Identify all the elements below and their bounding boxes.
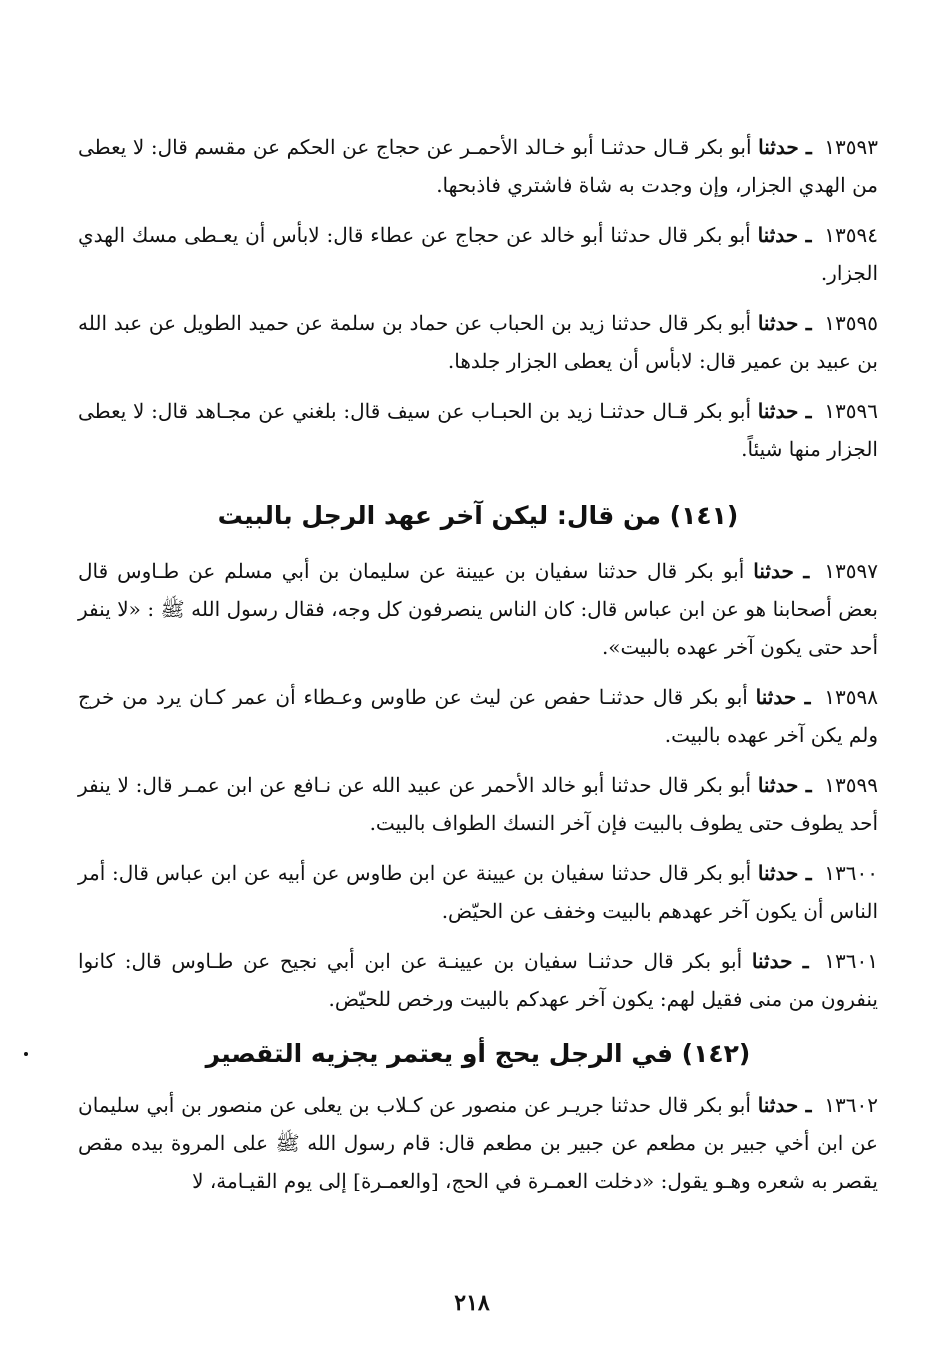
hadith-number: ١٣٦٠٠	[824, 861, 878, 885]
hadith-entry-13598	[78, 678, 878, 754]
chapter-heading-142: (١٤٢) في الرجل يحج أو يعتمر يجزيه التقصير	[205, 1039, 751, 1068]
hadith-text: أبو بكر قال حدثنا زيد بن الحباب عن حماد بن سلمة عن حميد الطويل عن عبد الله بن عبيد بن عمير قال: لابأس أن يعطى الجزار جلدها.	[78, 311, 878, 373]
hadith-entry-13602	[78, 1086, 878, 1200]
hadith-number: ١٣٥٩٧	[824, 559, 878, 583]
hadith-number: ١٣٦٠١	[824, 949, 878, 973]
hadith-isnad-start: ـ حدثنا	[755, 685, 811, 709]
hadith-isnad-start: ـ حدثنا	[757, 1093, 812, 1117]
hadith-isnad-start: ـ حدثنا	[758, 135, 812, 159]
hadith-text: أبو بكر قال حدثنـا حفص عن ليث عن طاوس وعـطاء أن عمر كـان يرد من خرج ولم يكن آخر عهده بالبيت.	[78, 685, 878, 747]
hadith-number: ١٣٥٩٣	[824, 135, 879, 159]
margin-dot	[24, 1052, 28, 1056]
page-number: ٢١٨	[454, 1290, 490, 1316]
hadith-entry-13595	[78, 304, 878, 380]
hadith-isnad-start: ـ حدثنا	[757, 223, 812, 247]
hadith-number: ١٣٥٩٨	[824, 685, 878, 709]
hadith-text: أبو بكر قال حدثنا سفيان بن عيينة عن سليمان بن أبي مسلم عن طـاوس قال بعض أصحابنا هو عن ابن عباس قال: كان الناس ينصرفون كل وجه، فقال رسول الله ﷺ : «لا ينفر أحد حتى يكون آخر عهده بالبيت».	[78, 559, 879, 659]
hadith-entry-13594	[78, 216, 878, 292]
hadith-number: ١٣٥٩٩	[824, 773, 879, 797]
hadith-entry-13600	[78, 854, 878, 930]
hadith-number: ١٣٦٠٢	[824, 1093, 879, 1117]
chapter-heading-141: (١٤١) من قال: ليكن آخر عهد الرجل بالبيت	[217, 501, 739, 530]
hadith-isnad-start: ـ حدثنا	[753, 559, 810, 583]
hadith-isnad-start: ـ حدثنا	[757, 773, 812, 797]
hadith-isnad-start: ـ حدثنا	[757, 311, 812, 335]
hadith-entry-13597	[78, 552, 878, 666]
page-body	[78, 128, 878, 1212]
hadith-text: أبو بكر قال حدثنا أبو خالد عن حجاج عن عطاء قال: لابأس أن يعـطى مسك الهدي الجزار.	[78, 223, 878, 285]
hadith-number: ١٣٥٩٤	[824, 223, 879, 247]
hadith-entry-13601	[78, 942, 878, 1018]
hadith-text: أبو بكر قـال حدثنـا أبو خـالد الأحمـر عن حجاج عن الحكم عن مقسم قال: لا يعطى من الهدي الجزار، وإن وجدت به شاة فاشتري فاذبحها.	[78, 135, 878, 197]
hadith-entry-13593	[78, 128, 878, 204]
hadith-number: ١٣٥٩٥	[824, 311, 878, 335]
hadith-isnad-start: ـ حدثنا	[757, 399, 812, 423]
hadith-number: ١٣٥٩٦	[824, 399, 879, 423]
hadith-text: أبو بكر قال حدثنا أبو خالد الأحمر عن عبيد الله عن نـافع عن ابن عمـر قال: لا ينفر أحد يطوف حتى يطوف بالبيت فإن آخر النسك الطواف بالبيت.	[78, 773, 878, 835]
hadith-entry-13599	[78, 766, 878, 842]
hadith-text: أبو بكر قال حدثنـا سفيان بن عيينـة عن ابن أبي نجيح عن طـاوس قال: كانوا ينفرون من منى فقيل لهم: يكون آخر عهدكم بالبيت ورخص للحيّض.	[78, 949, 878, 1011]
hadith-text: أبو بكر قال حدثنا سفيان بن عيينة عن ابن طاوس عن أبيه عن ابن عباس قال: أمر الناس أن يكون آخر عهدهم بالبيت وخفف عن الحيّض.	[78, 861, 878, 923]
hadith-isnad-start: ـ حدثنا	[757, 861, 812, 885]
hadith-entry-13596	[78, 392, 878, 468]
hadith-text: أبو بكر قال حدثنا جريـر عن منصور عن كـلاب بن يعلى عن منصور بن أبي سليمان عن ابن أخي جبير بن مطعم عن جبير بن مطعم قال: قام رسول الله ﷺ على المروة بيده مقص يقصر به شعره وهـو يقول: «دخلت العمـرة في الحج، [والعمـرة] إلى يوم القيـامة، لا	[78, 1093, 878, 1193]
hadith-isnad-start: ـ حدثنا	[751, 949, 809, 973]
hadith-text: أبو بكر قـال حدثنـا زيد بن الحبـاب عن سيف قال: بلغني عن مجـاهد قال: لا يعطى الجزار منها شيئاً.	[78, 399, 878, 461]
